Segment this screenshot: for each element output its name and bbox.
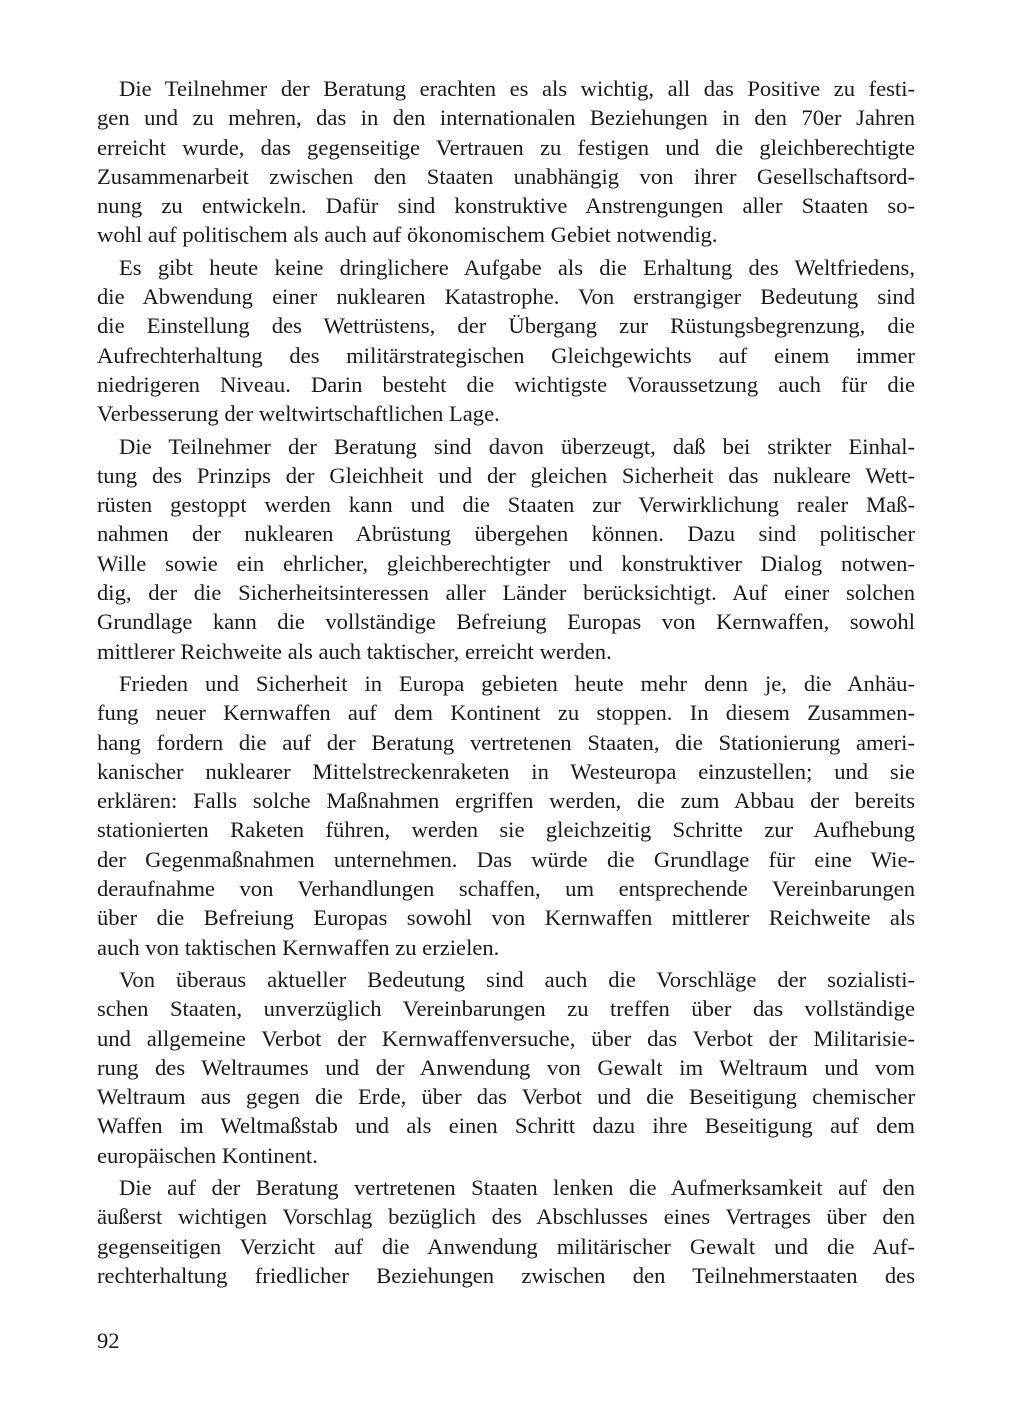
paragraph — [97, 1173, 915, 1290]
text-line: deraufnahme von Verhandlungen schaffen, um entsprechende Vereinbarungen — [97, 876, 915, 902]
text-line: Weltraum aus gegen die Erde, über das Verbot und die Beseitigung chemischer — [97, 1084, 915, 1110]
text-line: wohl auf politischem als auch auf ökonomischem Gebiet notwendig. — [97, 222, 718, 248]
text-line: äußerst wichtigen Vorschlag bezüglich des Abschlusses eines Vertrages über den — [97, 1204, 915, 1230]
text-line: Zusammenarbeit zwischen den Staaten unabhängig von ihrer Gesellschaftsord- — [97, 163, 915, 189]
text-line: Die Teilnehmer der Beratung erachten es als wichtig, all das Positive zu festi- — [119, 76, 915, 101]
text-line: rüsten gestoppt werden kann und die Staaten zur Verwirklichung realer Maß- — [97, 492, 915, 518]
text-line: dig, der die Sicherheitsinteressen aller Länder berücksichtigt. Auf einer solchen — [97, 580, 915, 606]
text-line: Aufrechterhaltung des militärstrategischen Gleichgewichts auf einem immer — [97, 342, 915, 368]
text-line: Grundlage kann die vollständige Befreiung Europas von Kernwaffen, sowohl — [97, 609, 915, 635]
text-line: erklären: Falls solche Maßnahmen ergriffen werden, die zum Abbau der bereits — [97, 788, 915, 814]
text-line: der Gegenmaßnahmen unternehmen. Das würde die Grundlage für eine Wie- — [97, 846, 915, 872]
text-line: nung zu entwickeln. Dafür sind konstruktive Anstrengungen aller Staaten so- — [97, 193, 915, 219]
text-line: Die auf der Beratung vertretenen Staaten lenken die Aufmerksamkeit auf den — [119, 1174, 915, 1200]
paragraph — [97, 669, 915, 962]
text-line: Frieden und Sicherheit in Europa gebieten heute mehr denn je, die Anhäu- — [119, 670, 915, 696]
text-line: europäischen Kontinent. — [97, 1142, 318, 1168]
text-line: Verbesserung der weltwirtschaftlichen Lage. — [97, 401, 500, 427]
text-line: erreicht wurde, das gegenseitige Vertrauen zu festigen und die gleichberechtigte — [97, 134, 915, 160]
text-line: und allgemeine Verbot der Kernwaffenversuche, über das Verbot der Militarisie- — [97, 1025, 915, 1051]
text-line: niedrigeren Niveau. Darin besteht die wichtigste Voraussetzung auch für die — [97, 371, 915, 397]
text-line: hang fordern die auf der Beratung vertretenen Staaten, die Stationierung ameri- — [97, 729, 915, 755]
text-line: Waffen im Weltmaßstab und als einen Schritt dazu ihre Beseitigung auf dem — [97, 1113, 915, 1139]
body-text — [97, 74, 915, 1293]
text-line: die Einstellung des Wettrüstens, der Übergang zur Rüstungsbegrenzung, die — [97, 313, 915, 339]
paragraph — [97, 432, 915, 666]
text-line: mittlerer Reichweite als auch taktischer, erreicht werden. — [97, 638, 612, 664]
text-line: auch von taktischen Kernwaffen zu erzielen. — [97, 934, 500, 960]
text-line: rechterhaltung friedlicher Beziehungen zwischen den Teilnehmerstaaten des — [97, 1262, 915, 1288]
text-line: gen und zu mehren, das in den internationalen Beziehungen in den 70er Jahren — [97, 105, 915, 131]
text-line: die Abwendung einer nuklearen Katastrophe. Von erstrangiger Bedeutung sind — [97, 284, 915, 310]
text-line: tung des Prinzips der Gleichheit und der gleichen Sicherheit das nukleare Wett- — [97, 462, 915, 488]
text-line: rung des Weltraumes und der Anwendung von Gewalt im Weltraum und vom — [97, 1054, 915, 1080]
text-line: schen Staaten, unverzüglich Vereinbarungen zu treffen über das vollständige — [97, 996, 915, 1022]
text-line: stationierten Raketen führen, werden sie gleichzeitig Schritte zur Aufhebung — [97, 817, 915, 843]
page-number: 92 — [97, 1328, 120, 1353]
text-line: Die Teilnehmer der Beratung sind davon überzeugt, daß bei strikter Einhal- — [119, 433, 915, 459]
text-line: Es gibt heute keine dringlichere Aufgabe als die Erhaltung des Weltfriedens, — [119, 254, 915, 280]
text-line: kanischer nuklearer Mittelstreckenraketen in Westeuropa einzustellen; und sie — [97, 758, 915, 784]
text-line: nahmen der nuklearen Abrüstung übergehen können. Dazu sind politischer — [97, 521, 915, 547]
text-line: gegenseitigen Verzicht auf die Anwendung militärischer Gewalt und die Auf- — [97, 1233, 915, 1259]
text-line: Von überaus aktueller Bedeutung sind auch die Vorschläge der sozialisti- — [119, 966, 915, 992]
text-line: Wille sowie ein ehrlicher, gleichberechtigter und konstruktiver Dialog notwen- — [97, 550, 915, 576]
paragraph — [97, 253, 915, 429]
text-line: über die Befreiung Europas sowohl von Kernwaffen mittlerer Reichweite als — [97, 905, 915, 931]
paragraph — [97, 74, 915, 250]
text-line: fung neuer Kernwaffen auf dem Kontinent zu stoppen. In diesem Zusammen- — [97, 700, 915, 726]
paragraph — [97, 965, 915, 1170]
